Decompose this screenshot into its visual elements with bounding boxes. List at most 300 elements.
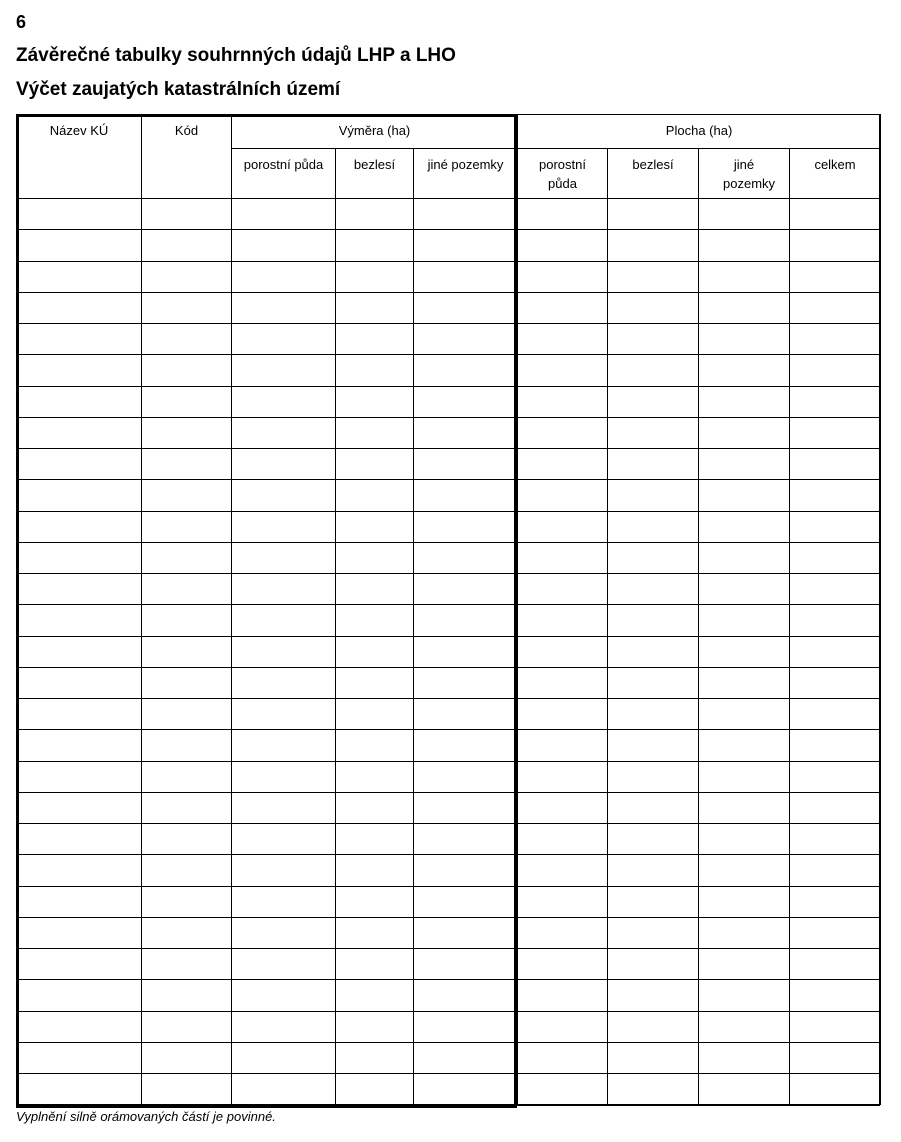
plocha-celkem-cell[interactable] — [790, 261, 881, 292]
kod-cell[interactable] — [142, 230, 232, 261]
plocha-porostni-puda-cell[interactable] — [518, 199, 608, 230]
vymera-bezlesi-cell[interactable] — [336, 292, 414, 323]
vymera-bezlesi-cell[interactable] — [336, 667, 414, 698]
plocha-jine-pozemky-cell[interactable] — [699, 824, 790, 855]
plocha-celkem-cell[interactable] — [790, 199, 881, 230]
vymera-jine-pozemky-cell[interactable] — [414, 605, 518, 636]
plocha-celkem-cell[interactable] — [790, 855, 881, 886]
vymera-jine-pozemky-cell[interactable] — [414, 730, 518, 761]
plocha-porostni-puda-cell[interactable] — [518, 761, 608, 792]
plocha-jine-pozemky-cell[interactable] — [699, 449, 790, 480]
nazev-ku-cell[interactable] — [17, 1074, 142, 1105]
plocha-bezlesi-cell[interactable] — [608, 292, 699, 323]
table-row — [17, 417, 881, 448]
nazev-ku-cell[interactable] — [17, 917, 142, 948]
table-row — [17, 1042, 881, 1073]
header-vymera-porostni-puda: porostní půda — [232, 149, 336, 199]
vymera-porostni-puda-cell[interactable] — [232, 980, 336, 1011]
plocha-bezlesi-cell[interactable] — [608, 886, 699, 917]
vymera-jine-pozemky-cell[interactable] — [414, 480, 518, 511]
nazev-ku-cell[interactable] — [17, 980, 142, 1011]
plocha-porostni-puda-cell[interactable] — [518, 667, 608, 698]
table-row — [17, 667, 881, 698]
kod-cell[interactable] — [142, 980, 232, 1011]
plocha-jine-pozemky-cell[interactable] — [699, 355, 790, 386]
plocha-jine-pozemky-cell[interactable] — [699, 917, 790, 948]
plocha-celkem-cell[interactable] — [790, 636, 881, 667]
header-vymera-bezlesi: bezlesí — [336, 149, 414, 199]
table-row — [17, 480, 881, 511]
vymera-jine-pozemky-cell[interactable] — [414, 417, 518, 448]
nazev-ku-cell[interactable] — [17, 855, 142, 886]
vymera-jine-pozemky-cell[interactable] — [414, 1011, 518, 1042]
nazev-ku-cell[interactable] — [17, 542, 142, 573]
kod-cell[interactable] — [142, 574, 232, 605]
vymera-porostni-puda-cell[interactable] — [232, 542, 336, 573]
vymera-jine-pozemky-cell[interactable] — [414, 386, 518, 417]
kod-cell[interactable] — [142, 1042, 232, 1073]
vymera-bezlesi-cell[interactable] — [336, 355, 414, 386]
vymera-jine-pozemky-cell[interactable] — [414, 792, 518, 823]
plocha-jine-pozemky-cell[interactable] — [699, 199, 790, 230]
table-row — [17, 1011, 881, 1042]
plocha-celkem-cell[interactable] — [790, 886, 881, 917]
vymera-bezlesi-cell[interactable] — [336, 542, 414, 573]
plocha-jine-pozemky-cell[interactable] — [699, 261, 790, 292]
vymera-porostni-puda-cell[interactable] — [232, 761, 336, 792]
plocha-bezlesi-cell[interactable] — [608, 699, 699, 730]
plocha-bezlesi-cell[interactable] — [608, 636, 699, 667]
vymera-bezlesi-cell[interactable] — [336, 261, 414, 292]
vymera-jine-pozemky-cell[interactable] — [414, 1074, 518, 1105]
plocha-porostni-puda-cell[interactable] — [518, 699, 608, 730]
plocha-celkem-cell[interactable] — [790, 761, 881, 792]
vymera-bezlesi-cell[interactable] — [336, 574, 414, 605]
plocha-jine-pozemky-cell[interactable] — [699, 511, 790, 542]
plocha-celkem-cell[interactable] — [790, 730, 881, 761]
cadastral-table — [16, 114, 881, 1105]
vymera-porostni-puda-cell[interactable] — [232, 605, 336, 636]
nazev-ku-cell[interactable] — [17, 949, 142, 980]
plocha-porostni-puda-cell[interactable] — [518, 824, 608, 855]
plocha-bezlesi-cell[interactable] — [608, 730, 699, 761]
kod-cell[interactable] — [142, 792, 232, 823]
kod-cell[interactable] — [142, 667, 232, 698]
header-plocha-group: Plocha (ha) — [518, 115, 881, 149]
table-row — [17, 730, 881, 761]
table-row — [17, 605, 881, 636]
vymera-jine-pozemky-cell[interactable] — [414, 917, 518, 948]
nazev-ku-cell[interactable] — [17, 886, 142, 917]
vymera-bezlesi-cell[interactable] — [336, 449, 414, 480]
nazev-ku-cell[interactable] — [17, 730, 142, 761]
nazev-ku-cell[interactable] — [17, 574, 142, 605]
vymera-bezlesi-cell[interactable] — [336, 605, 414, 636]
plocha-jine-pozemky-cell[interactable] — [699, 699, 790, 730]
nazev-ku-cell[interactable] — [17, 667, 142, 698]
vymera-bezlesi-cell[interactable] — [336, 855, 414, 886]
vymera-bezlesi-cell[interactable] — [336, 511, 414, 542]
plocha-porostni-puda-cell[interactable] — [518, 917, 608, 948]
nazev-ku-cell[interactable] — [17, 605, 142, 636]
plocha-porostni-puda-cell[interactable] — [518, 1074, 608, 1105]
plocha-jine-pozemky-cell[interactable] — [699, 230, 790, 261]
plocha-jine-pozemky-cell[interactable] — [699, 949, 790, 980]
vymera-bezlesi-cell[interactable] — [336, 730, 414, 761]
plocha-celkem-cell[interactable] — [790, 230, 881, 261]
nazev-ku-cell[interactable] — [17, 449, 142, 480]
vymera-bezlesi-cell[interactable] — [336, 917, 414, 948]
plocha-celkem-cell[interactable] — [790, 480, 881, 511]
plocha-celkem-cell[interactable] — [790, 574, 881, 605]
kod-cell[interactable] — [142, 449, 232, 480]
vymera-porostni-puda-cell[interactable] — [232, 730, 336, 761]
table-row — [17, 511, 881, 542]
plocha-porostni-puda-cell[interactable] — [518, 230, 608, 261]
page-number: 6 — [16, 12, 27, 32]
plocha-porostni-puda-cell[interactable] — [518, 292, 608, 323]
nazev-ku-cell[interactable] — [17, 761, 142, 792]
plocha-bezlesi-cell[interactable] — [608, 1042, 699, 1073]
plocha-jine-pozemky-cell[interactable] — [699, 542, 790, 573]
plocha-bezlesi-cell[interactable] — [608, 574, 699, 605]
vymera-porostni-puda-cell[interactable] — [232, 1042, 336, 1073]
plocha-jine-pozemky-cell[interactable] — [699, 292, 790, 323]
plocha-porostni-puda-cell[interactable] — [518, 1042, 608, 1073]
plocha-bezlesi-cell[interactable] — [608, 1011, 699, 1042]
plocha-jine-pozemky-cell[interactable] — [699, 386, 790, 417]
table-row — [17, 574, 881, 605]
plocha-bezlesi-cell[interactable] — [608, 449, 699, 480]
nazev-ku-cell[interactable] — [17, 417, 142, 448]
table-row — [17, 386, 881, 417]
vymera-porostni-puda-cell[interactable] — [232, 1011, 336, 1042]
vymera-bezlesi-cell[interactable] — [336, 324, 414, 355]
plocha-celkem-cell[interactable] — [790, 542, 881, 573]
table-row — [17, 199, 881, 230]
plocha-bezlesi-cell[interactable] — [608, 917, 699, 948]
table-row — [17, 261, 881, 292]
vymera-jine-pozemky-cell[interactable] — [414, 949, 518, 980]
vymera-bezlesi-cell[interactable] — [336, 980, 414, 1011]
vymera-bezlesi-cell[interactable] — [336, 386, 414, 417]
plocha-porostni-puda-cell[interactable] — [518, 355, 608, 386]
plocha-jine-pozemky-cell[interactable] — [699, 574, 790, 605]
plocha-porostni-puda-cell[interactable] — [518, 324, 608, 355]
plocha-jine-pozemky-cell[interactable] — [699, 667, 790, 698]
plocha-bezlesi-cell[interactable] — [608, 417, 699, 448]
vymera-porostni-puda-cell[interactable] — [232, 386, 336, 417]
vymera-jine-pozemky-cell[interactable] — [414, 886, 518, 917]
plocha-bezlesi-cell[interactable] — [608, 386, 699, 417]
vymera-jine-pozemky-cell[interactable] — [414, 574, 518, 605]
vymera-bezlesi-cell[interactable] — [336, 230, 414, 261]
plocha-jine-pozemky-cell[interactable] — [699, 1042, 790, 1073]
kod-cell[interactable] — [142, 1011, 232, 1042]
kod-cell[interactable] — [142, 730, 232, 761]
plocha-bezlesi-cell[interactable] — [608, 949, 699, 980]
plocha-porostni-puda-cell[interactable] — [518, 980, 608, 1011]
plocha-porostni-puda-cell[interactable] — [518, 636, 608, 667]
vymera-bezlesi-cell[interactable] — [336, 1074, 414, 1105]
plocha-bezlesi-cell[interactable] — [608, 355, 699, 386]
table-row — [17, 1074, 881, 1105]
plocha-porostni-puda-cell[interactable] — [518, 449, 608, 480]
vymera-bezlesi-cell[interactable] — [336, 824, 414, 855]
vymera-porostni-puda-cell[interactable] — [232, 949, 336, 980]
vymera-porostni-puda-cell[interactable] — [232, 824, 336, 855]
table-row — [17, 292, 881, 323]
plocha-celkem-cell[interactable] — [790, 699, 881, 730]
plocha-celkem-cell[interactable] — [790, 792, 881, 823]
plocha-bezlesi-cell[interactable] — [608, 605, 699, 636]
vymera-porostni-puda-cell[interactable] — [232, 199, 336, 230]
vymera-porostni-puda-cell[interactable] — [232, 917, 336, 948]
plocha-bezlesi-cell[interactable] — [608, 324, 699, 355]
kod-cell[interactable] — [142, 292, 232, 323]
plocha-jine-pozemky-cell[interactable] — [699, 1011, 790, 1042]
header-plocha-jine-pozemky: jiné pozemky — [699, 149, 790, 199]
plocha-porostni-puda-cell[interactable] — [518, 542, 608, 573]
plocha-bezlesi-cell[interactable] — [608, 792, 699, 823]
table-row — [17, 230, 881, 261]
vymera-jine-pozemky-cell[interactable] — [414, 1042, 518, 1073]
kod-cell[interactable] — [142, 949, 232, 980]
vymera-jine-pozemky-cell[interactable] — [414, 636, 518, 667]
table-row — [17, 886, 881, 917]
header-vymera-group: Výměra (ha) — [232, 115, 518, 149]
vymera-porostni-puda-cell[interactable] — [232, 324, 336, 355]
nazev-ku-cell[interactable] — [17, 1042, 142, 1073]
vymera-jine-pozemky-cell[interactable] — [414, 292, 518, 323]
table-row — [17, 449, 881, 480]
vymera-porostni-puda-cell[interactable] — [232, 636, 336, 667]
vymera-bezlesi-cell[interactable] — [336, 761, 414, 792]
vymera-jine-pozemky-cell[interactable] — [414, 355, 518, 386]
header-nazev-ku: Název KÚ — [17, 115, 142, 199]
plocha-jine-pozemky-cell[interactable] — [699, 792, 790, 823]
header-plocha-porostni-puda: porostní půda — [518, 149, 608, 199]
plocha-jine-pozemky-cell[interactable] — [699, 886, 790, 917]
plocha-bezlesi-cell[interactable] — [608, 761, 699, 792]
header-kod: Kód — [142, 115, 232, 199]
nazev-ku-cell[interactable] — [17, 261, 142, 292]
plocha-porostni-puda-cell[interactable] — [518, 1011, 608, 1042]
plocha-porostni-puda-cell[interactable] — [518, 886, 608, 917]
table-row — [17, 699, 881, 730]
plocha-celkem-cell[interactable] — [790, 917, 881, 948]
vymera-bezlesi-cell[interactable] — [336, 949, 414, 980]
plocha-celkem-cell[interactable] — [790, 417, 881, 448]
plocha-celkem-cell[interactable] — [790, 1011, 881, 1042]
vymera-porostni-puda-cell[interactable] — [232, 292, 336, 323]
plocha-celkem-cell[interactable] — [790, 324, 881, 355]
plocha-bezlesi-cell[interactable] — [608, 230, 699, 261]
vymera-porostni-puda-cell[interactable] — [232, 355, 336, 386]
nazev-ku-cell[interactable] — [17, 636, 142, 667]
vymera-porostni-puda-cell[interactable] — [232, 855, 336, 886]
vymera-jine-pozemky-cell[interactable] — [414, 199, 518, 230]
nazev-ku-cell[interactable] — [17, 355, 142, 386]
vymera-porostni-puda-cell[interactable] — [232, 699, 336, 730]
kod-cell[interactable] — [142, 355, 232, 386]
plocha-porostni-puda-cell[interactable] — [518, 574, 608, 605]
nazev-ku-cell[interactable] — [17, 230, 142, 261]
table-row — [17, 949, 881, 980]
vymera-jine-pozemky-cell[interactable] — [414, 511, 518, 542]
kod-cell[interactable] — [142, 199, 232, 230]
plocha-celkem-cell[interactable] — [790, 511, 881, 542]
plocha-porostni-puda-cell[interactable] — [518, 949, 608, 980]
kod-cell[interactable] — [142, 886, 232, 917]
vymera-jine-pozemky-cell[interactable] — [414, 230, 518, 261]
vymera-porostni-puda-cell[interactable] — [232, 667, 336, 698]
nazev-ku-cell[interactable] — [17, 292, 142, 323]
plocha-jine-pozemky-cell[interactable] — [699, 980, 790, 1011]
table-row — [17, 792, 881, 823]
plocha-celkem-cell[interactable] — [790, 386, 881, 417]
vymera-jine-pozemky-cell[interactable] — [414, 324, 518, 355]
plocha-porostni-puda-cell[interactable] — [518, 730, 608, 761]
table-row — [17, 355, 881, 386]
vymera-porostni-puda-cell[interactable] — [232, 449, 336, 480]
nazev-ku-cell[interactable] — [17, 511, 142, 542]
plocha-bezlesi-cell[interactable] — [608, 667, 699, 698]
table-row — [17, 917, 881, 948]
vymera-bezlesi-cell[interactable] — [336, 199, 414, 230]
kod-cell[interactable] — [142, 386, 232, 417]
plocha-celkem-cell[interactable] — [790, 355, 881, 386]
page-subtitle: Výčet zaujatých katastrálních území — [16, 79, 341, 100]
kod-cell[interactable] — [142, 542, 232, 573]
plocha-jine-pozemky-cell[interactable] — [699, 417, 790, 448]
plocha-celkem-cell[interactable] — [790, 449, 881, 480]
plocha-porostni-puda-cell[interactable] — [518, 855, 608, 886]
vymera-porostni-puda-cell[interactable] — [232, 1074, 336, 1105]
kod-cell[interactable] — [142, 917, 232, 948]
vymera-jine-pozemky-cell[interactable] — [414, 667, 518, 698]
plocha-bezlesi-cell[interactable] — [608, 542, 699, 573]
plocha-bezlesi-cell[interactable] — [608, 980, 699, 1011]
plocha-celkem-cell[interactable] — [790, 667, 881, 698]
header-plocha-celkem: celkem — [790, 149, 881, 199]
page-title: Závěrečné tabulky souhrnných údajů LHP a LHO — [16, 45, 456, 66]
plocha-jine-pozemky-cell[interactable] — [699, 324, 790, 355]
vymera-porostni-puda-cell[interactable] — [232, 480, 336, 511]
vymera-bezlesi-cell[interactable] — [336, 480, 414, 511]
kod-cell[interactable] — [142, 417, 232, 448]
vymera-bezlesi-cell[interactable] — [336, 886, 414, 917]
kod-cell[interactable] — [142, 261, 232, 292]
kod-cell[interactable] — [142, 761, 232, 792]
plocha-jine-pozemky-cell[interactable] — [699, 480, 790, 511]
vymera-bezlesi-cell[interactable] — [336, 699, 414, 730]
vymera-bezlesi-cell[interactable] — [336, 1011, 414, 1042]
vymera-bezlesi-cell[interactable] — [336, 417, 414, 448]
plocha-bezlesi-cell[interactable] — [608, 1074, 699, 1105]
plocha-bezlesi-cell[interactable] — [608, 199, 699, 230]
plocha-porostni-puda-cell[interactable] — [518, 386, 608, 417]
vymera-porostni-puda-cell[interactable] — [232, 792, 336, 823]
plocha-porostni-puda-cell[interactable] — [518, 480, 608, 511]
plocha-bezlesi-cell[interactable] — [608, 824, 699, 855]
nazev-ku-cell[interactable] — [17, 824, 142, 855]
plocha-jine-pozemky-cell[interactable] — [699, 605, 790, 636]
plocha-celkem-cell[interactable] — [790, 824, 881, 855]
nazev-ku-cell[interactable] — [17, 386, 142, 417]
kod-cell[interactable] — [142, 636, 232, 667]
kod-cell[interactable] — [142, 855, 232, 886]
plocha-celkem-cell[interactable] — [790, 980, 881, 1011]
plocha-jine-pozemky-cell[interactable] — [699, 1074, 790, 1105]
vymera-porostni-puda-cell[interactable] — [232, 261, 336, 292]
table-row — [17, 636, 881, 667]
plocha-porostni-puda-cell[interactable] — [518, 605, 608, 636]
plocha-bezlesi-cell[interactable] — [608, 480, 699, 511]
vymera-porostni-puda-cell[interactable] — [232, 574, 336, 605]
plocha-porostni-puda-cell[interactable] — [518, 417, 608, 448]
plocha-jine-pozemky-cell[interactable] — [699, 636, 790, 667]
vymera-bezlesi-cell[interactable] — [336, 1042, 414, 1073]
vymera-porostni-puda-cell[interactable] — [232, 886, 336, 917]
vymera-porostni-puda-cell[interactable] — [232, 417, 336, 448]
plocha-porostni-puda-cell[interactable] — [518, 511, 608, 542]
plocha-porostni-puda-cell[interactable] — [518, 261, 608, 292]
cadastral-table-container — [16, 114, 880, 1106]
vymera-jine-pozemky-cell[interactable] — [414, 449, 518, 480]
plocha-jine-pozemky-cell[interactable] — [699, 761, 790, 792]
plocha-celkem-cell[interactable] — [790, 292, 881, 323]
plocha-celkem-cell[interactable] — [790, 1042, 881, 1073]
nazev-ku-cell[interactable] — [17, 480, 142, 511]
nazev-ku-cell[interactable] — [17, 199, 142, 230]
plocha-porostni-puda-cell[interactable] — [518, 792, 608, 823]
vymera-jine-pozemky-cell[interactable] — [414, 699, 518, 730]
vymera-jine-pozemky-cell[interactable] — [414, 855, 518, 886]
plocha-bezlesi-cell[interactable] — [608, 261, 699, 292]
vymera-bezlesi-cell[interactable] — [336, 636, 414, 667]
plocha-jine-pozemky-cell[interactable] — [699, 855, 790, 886]
plocha-jine-pozemky-cell[interactable] — [699, 730, 790, 761]
vymera-porostni-puda-cell[interactable] — [232, 511, 336, 542]
kod-cell[interactable] — [142, 605, 232, 636]
vymera-bezlesi-cell[interactable] — [336, 792, 414, 823]
kod-cell[interactable] — [142, 824, 232, 855]
kod-cell[interactable] — [142, 511, 232, 542]
kod-cell[interactable] — [142, 324, 232, 355]
vymera-jine-pozemky-cell[interactable] — [414, 824, 518, 855]
kod-cell[interactable] — [142, 480, 232, 511]
plocha-celkem-cell[interactable] — [790, 605, 881, 636]
vymera-jine-pozemky-cell[interactable] — [414, 542, 518, 573]
nazev-ku-cell[interactable] — [17, 699, 142, 730]
nazev-ku-cell[interactable] — [17, 1011, 142, 1042]
vymera-jine-pozemky-cell[interactable] — [414, 761, 518, 792]
plocha-bezlesi-cell[interactable] — [608, 511, 699, 542]
vymera-porostni-puda-cell[interactable] — [232, 230, 336, 261]
plocha-bezlesi-cell[interactable] — [608, 855, 699, 886]
table-body — [17, 199, 881, 1105]
vymera-jine-pozemky-cell[interactable] — [414, 261, 518, 292]
nazev-ku-cell[interactable] — [17, 324, 142, 355]
plocha-celkem-cell[interactable] — [790, 1074, 881, 1105]
plocha-celkem-cell[interactable] — [790, 949, 881, 980]
kod-cell[interactable] — [142, 699, 232, 730]
kod-cell[interactable] — [142, 1074, 232, 1105]
vymera-jine-pozemky-cell[interactable] — [414, 980, 518, 1011]
header-plocha-bezlesi: bezlesí — [608, 149, 699, 199]
nazev-ku-cell[interactable] — [17, 792, 142, 823]
